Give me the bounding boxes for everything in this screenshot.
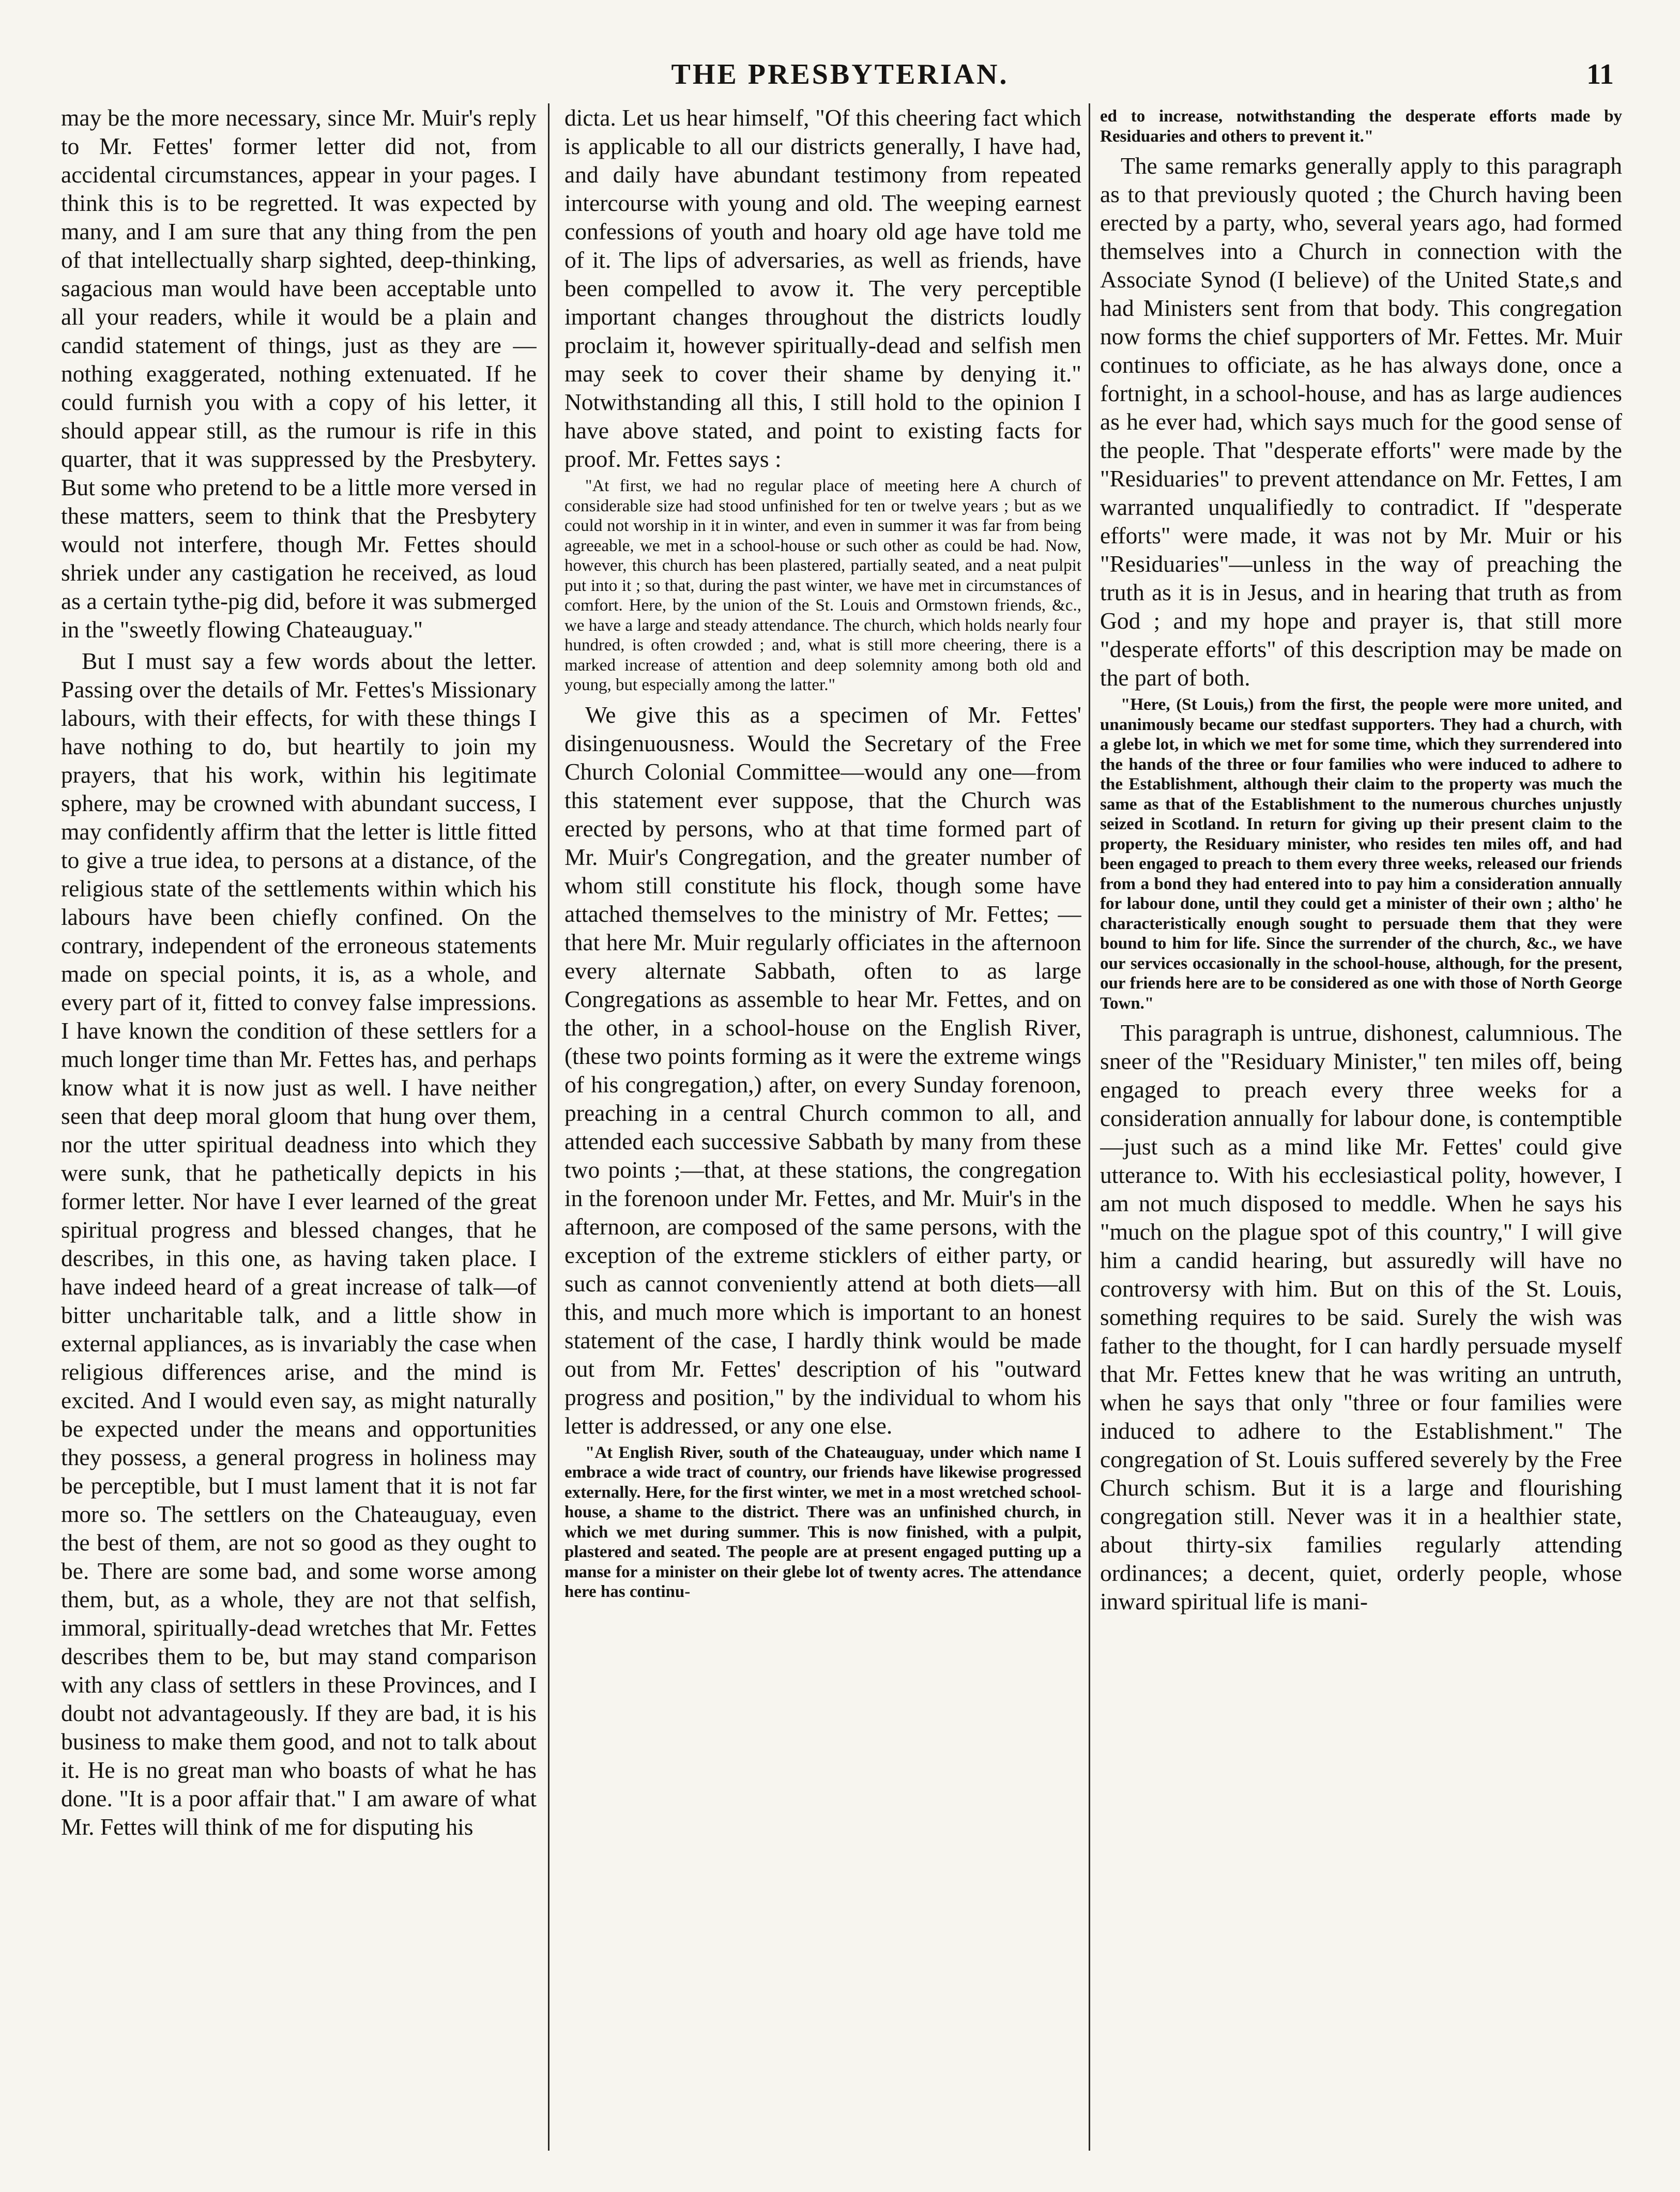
paragraph: This paragraph is untrue, dishonest, calumnious. The sneer of the "Residuary Minister," ten miles off, being engaged to preach every three weeks for a consideration annually for labour done, is contemptible—just such as a mind like Mr. Fettes' could give utterance to. With his ecclesiastical polity, however, I am not much disposed to meddle. When he says his "much on the plague spot of this country," I will give him a candid hearing, but assuredly will have no controversy with him. But on this of the St. Louis, something requires to be said. Surely the wish was father to the thought, for I can hardly persuade myself that Mr. Fettes knew that he was writing an untruth, when he says that only "three or four families were induced to adhere to the Establishment." The congregation of St. Louis suffered severely by the Free Church schism. But it is a large and flourishing congregation still. Never was it in a healthier state, about thirty-six families regularly attending ordinances; a decent, quiet, orderly people, whose inward spiritual life is mani- [1100,1019,1622,1615]
page-number: 11 [1586,58,1614,90]
block-quote-continued: ed to increase, notwithstanding the desperate efforts made by Residuaries and others to prevent it." [1100,107,1622,146]
column-rule-1 [548,103,549,2151]
column-rule-2 [1089,103,1090,2151]
column-3 [1100,103,1622,2156]
paragraph: But I must say a few words about the letter. Passing over the details of Mr. Fettes's Missionary labours, with their effects, for with these things I have nothing to do, but heartily to join my prayers, that his work, within his legitimate sphere, may be crowned with abundant success, I may confidently affirm that the letter is little fitted to give a true idea, to persons at a distance, of the religious state of the settlements within which his labours have been chiefly confined. On the contrary, independent of the erroneous statements made on special points, it is, as a whole, and every part of it, fitted to convey false impressions. I have known the condition of these settlers for a much longer time than Mr. Fettes has, and perhaps know what it is now just as well. I have neither seen that deep moral gloom that hung over them, nor the utter spiritual deadness into which they were sunk, that he pathetically depicts in his former letter. Nor have I ever learned of the great spiritual progress and blessed changes, that he describes, in this one, as having taken place. I have indeed heard of a great increase of talk—of bitter uncharitable talk, and a little show in external appliances, as is invariably the case when religious differences arise, and the mind is excited. And I would even say, as might naturally be expected under the means and opportunities they possess, a general progress in holiness may be perceptible, but I must lament that it is not far more so. The settlers on the Chateauguay, even the best of them, are not so good as they ought to be. There are some bad, and some worse among them, but, as a whole, they are not that selfish, immoral, spiritually-dead wretches that Mr. Fettes describes them to be, but may stand comparison with any class of settlers in these Provinces, and I doubt not advantageously. If they are bad, it is his business to make them good, and not to talk about it. He is no great man who boasts of what he has done. "It is a poor affair that." I am aware of what Mr. Fettes will think of me for disputing his [61,648,537,1840]
block-quote: "Here, (St Louis,) from the first, the people were more united, and unanimously became our stedfast supporters. They had a church, with a glebe lot, in which we met for some time, which they surrendered into the hands of the three or four families who were induced to adhere to the Establishment, although their claim to the property was much the same as that of the Establishment to the numerous churches unjustly seized in Scotland. In return for giving up their present claim to the property, the Residuary minister, who resides ten miles off, and had been engaged to preach to them every three weeks, released our friends from a bond they had entered into to pay him a consideration annually for labour done, until they could get a minister of their own ; altho' he characteristically enough sought to persuade them that they were bound to him for life. Since the surrender of the church, &c., we have our services occasionally in the school-house, although, for the present, our friends here are to be considered as one with those of North George Town." [1100,695,1622,1013]
column-2 [564,103,1081,2156]
block-quote: "At first, we had no regular place of meeting here A church of considerable size had stood unfinished for ten or twelve years ; but as we could not worship in it in winter, and even in summer it was far from being agreeable, we met in a school-house or such other as could be had. Now, however, this church has been plastered, partially seated, and a neat pulpit put into it ; so that, during the past winter, we have met in circumstances of comfort. Here, by the union of the St. Louis and Ormstown friends, &c., we have a large and steady attendance. The church, which holds nearly four hundred, is often crowded ; and, what is still more cheering, there is a marked increase of attention and deep solemnity among both old and young, but especially among the latter." [564,477,1081,694]
paragraph: dicta. Let us hear himself, "Of this cheering fact which is applicable to all our districts generally, I have had, and daily have abundant testimony from repeated intercourse with young and old. The weeping earnest confessions of youth and hoary old age have told me of it. The lips of adversaries, as well as friends, have been compelled to avow it. The very perceptible important changes throughout the districts loudly proclaim it, however spiritually-dead and selfish men may seek to cover their shame by denying it." Notwithstanding all this, I still hold to the opinion I have above stated, and point to existing facts for proof. Mr. Fettes says : [564,104,1081,472]
publication-title: THE PRESBYTERIAN. [671,58,1009,90]
paragraph: may be the more necessary, since Mr. Muir's reply to Mr. Fettes' former letter did not, from accidental circumstances, appear in your pages. I think this is to be regretted. It was expected by many, and I am sure that any thing from the pen of that intellectually sharp sighted, deep-thinking, sagacious man would have been acceptable unto all your readers, while it would be a plain and candid statement of things, just as they are — nothing exaggerated, nothing extenuated. If he could furnish you with a copy of his letter, it should appear still, as the rumour is rife in this quarter, that it was suppressed by the Presbytery. But some who pretend to be a little more versed in these matters, seem to think that the Presbytery would not interfere, though Mr. Fettes should shriek under any castigation he received, as loud as a certain tythe-pig did, before it was submerged in the "sweetly flowing Chateauguay." [61,104,537,643]
paragraph: The same remarks generally apply to this paragraph as to that previously quoted ; the Church having been erected by a party, who, several years ago, had formed themselves into a Church in connection with the Associate Synod (I believe) of the United State,s and had Ministers sent from that body. This congregation now forms the chief supporters of Mr. Fettes. Mr. Muir continues to officiate, as he has always done, once a fortnight, in a school-house, and has as large audiences as he ever had, which says much for the good sense of the people. That "desperate efforts" were made by the "Residuaries" to prevent attendance on Mr. Fettes, I am warranted unqualifiedly to contradict. If "desperate efforts" were made, it was not by Mr. Muir or his "Residuaries"—unless in the way of preaching the truth as it is in Jesus, and in hearing that truth as from God ; and my hope and prayer is, that still more "desperate efforts" of this description may be made on the part of both. [1100,153,1622,691]
running-header [0,58,1680,99]
paragraph: We give this as a specimen of Mr. Fettes' disingenuousness. Would the Secretary of the Free Church Colonial Committee—would any one—from this statement ever suppose, that the Church was erected by persons, who at that time formed part of Mr. Muir's Congregation, and the greater number of whom still constitute his flock, though some have attached themselves to the ministry of Mr. Fettes; —that here Mr. Muir regularly officiates in the afternoon every alternate Sabbath, often to as large Congregations as assemble to hear Mr. Fettes, and on the other, in a school-house on the English River, (these two points forming as it were the extreme wings of his congregation,) after, on every Sunday forenoon, preaching in a central Church common to all, and attended each successive Sabbath by many from these two points ;—that, at these stations, the congregation in the forenoon under Mr. Fettes, and Mr. Muir's in the afternoon, are composed of the same persons, with the exception of the extreme sticklers of either party, or such as cannot conveniently attend at both diets—all this, and much more which is important to an honest statement of the case, I hardly think would be made out from Mr. Fettes' description of his "outward progress and position," by the individual to whom his letter is addressed, or any one else. [564,701,1081,1439]
block-quote: "At English River, south of the Chateauguay, under which name I embrace a wide tract of country, our friends have likewise progressed externally. Here, for the first winter, we met in a most wretched school-house, a shame to the district. There was an unfinished church, in which we met during summer. This is now finished, with a pulpit, plastered and seated. The people are at present engaged putting up a manse for a minister on their glebe lot of twenty acres. The attendance here has continu- [564,1443,1081,1601]
column-1 [61,103,537,2156]
